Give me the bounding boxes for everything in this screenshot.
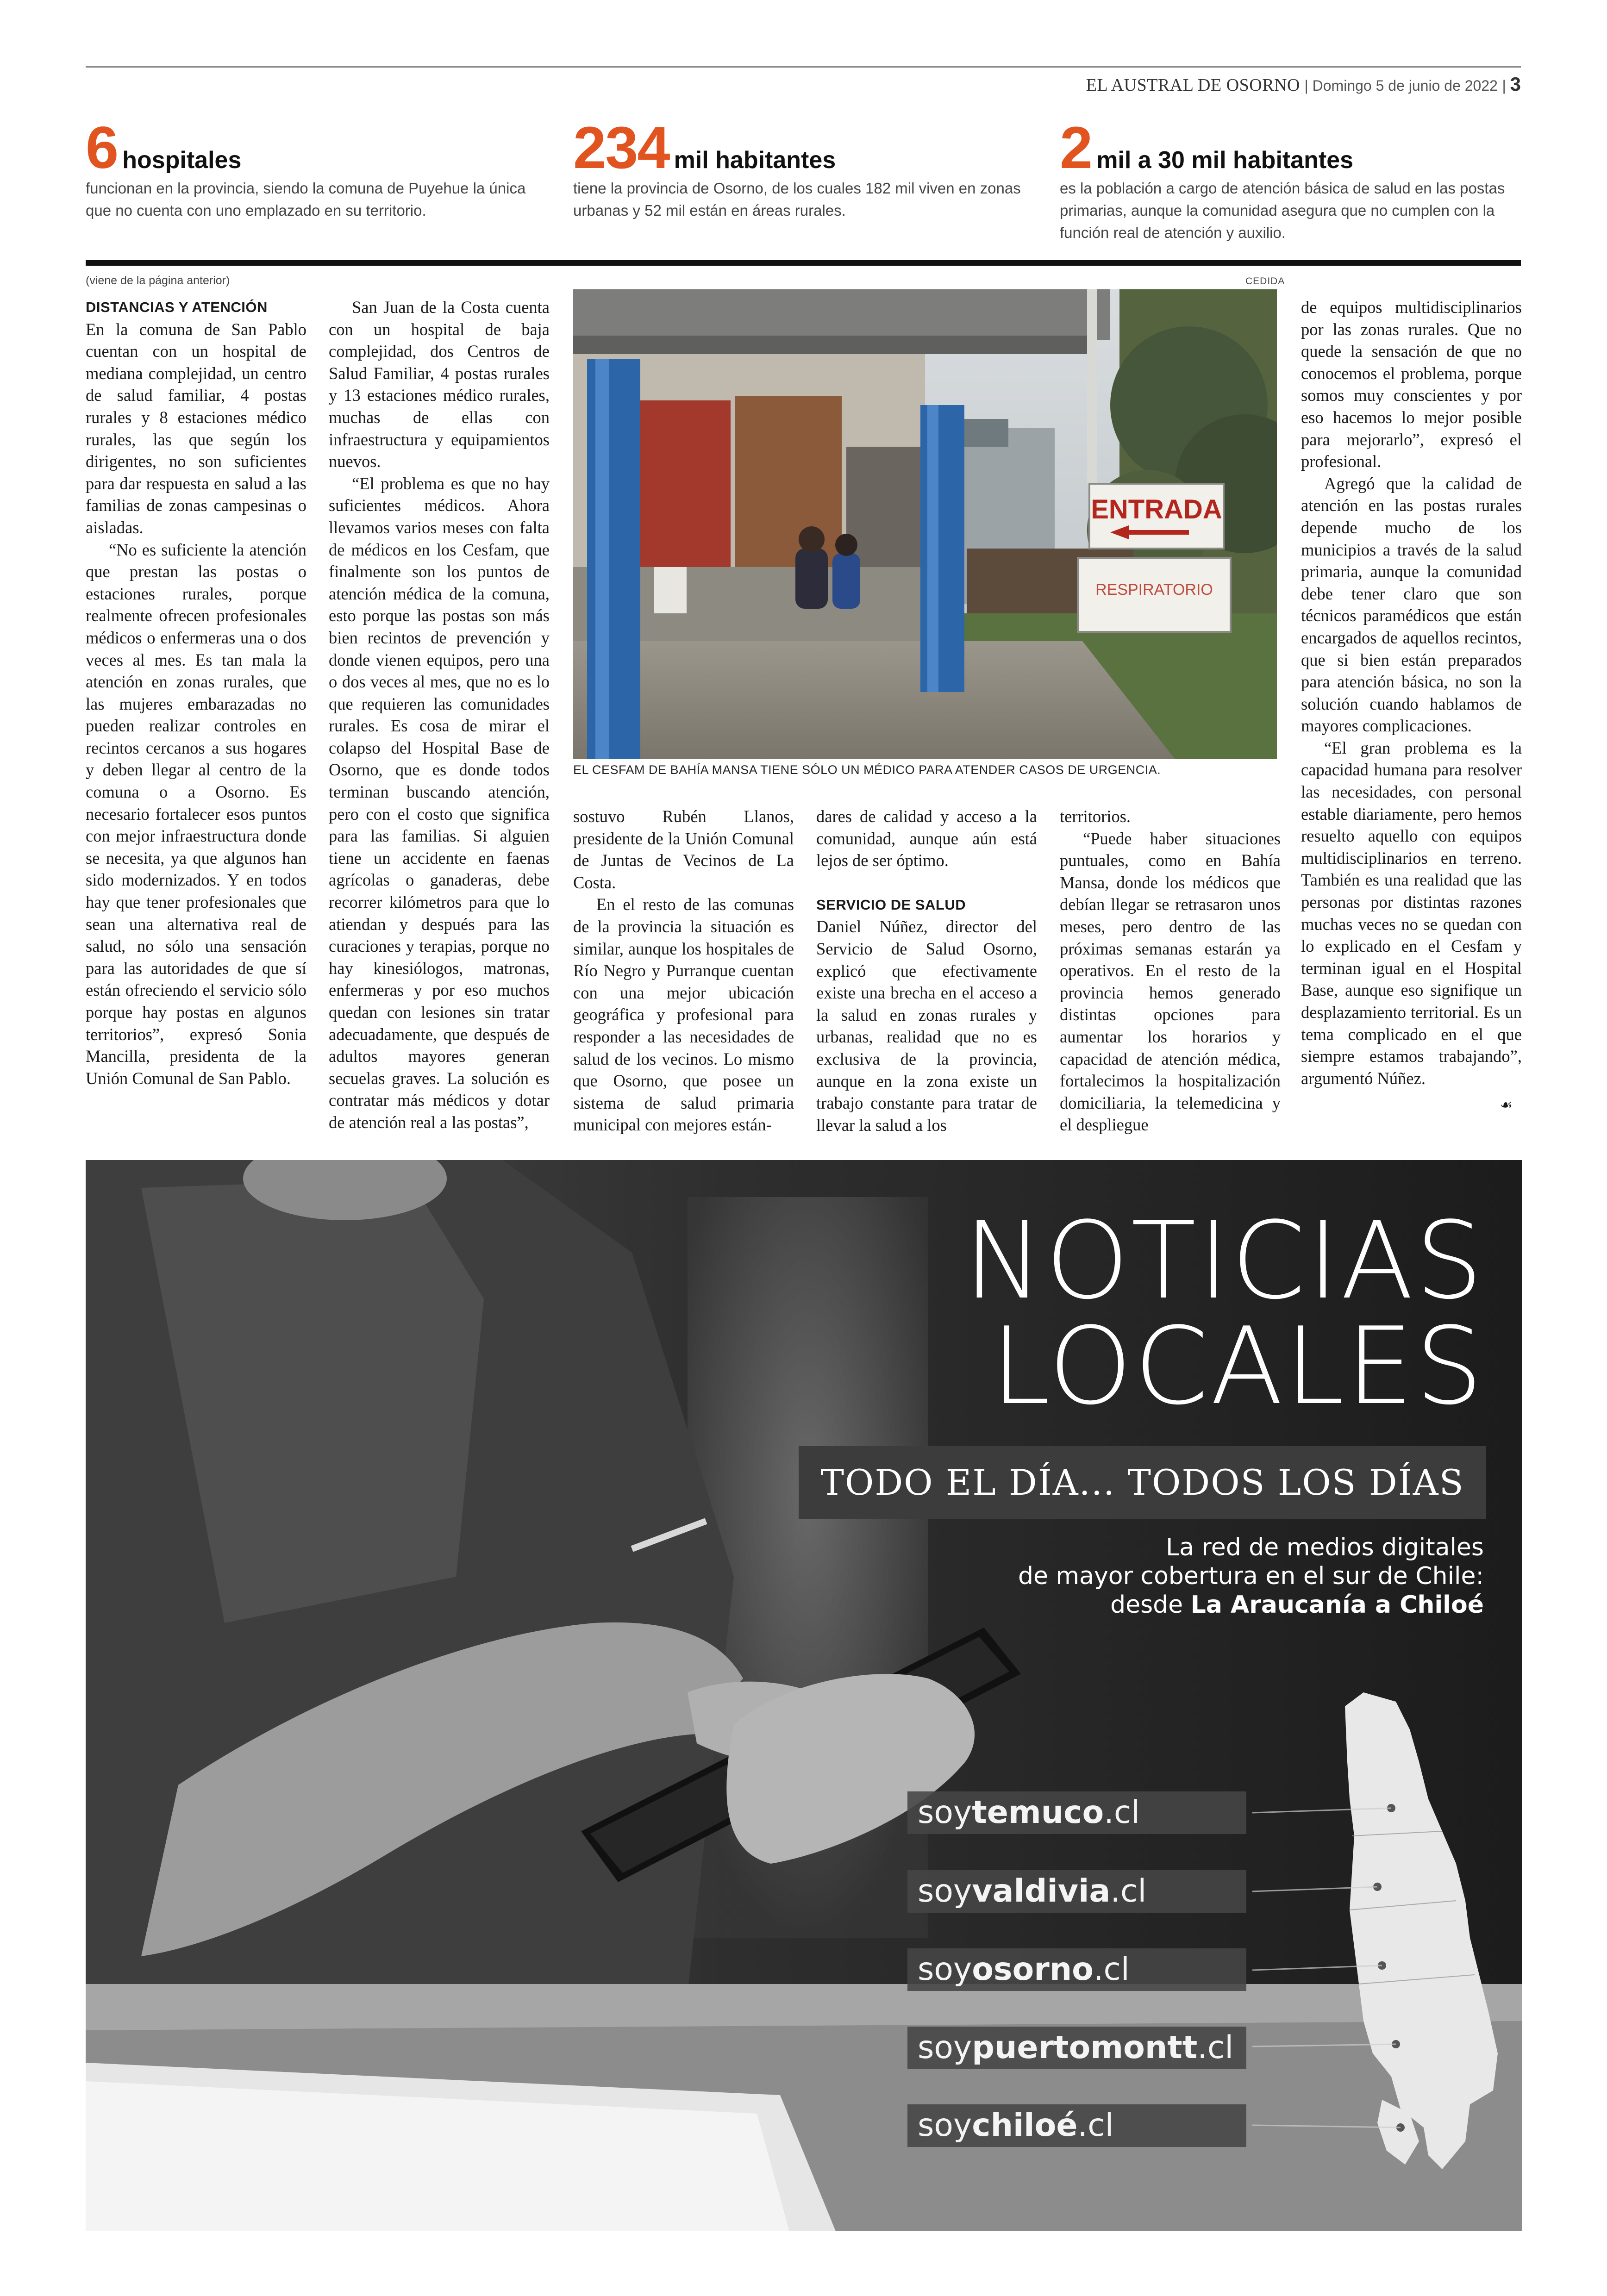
site-suffix: .cl [1093, 1951, 1130, 1988]
stat-label: mil habitantes [674, 147, 836, 174]
site-suffix: .cl [1110, 1873, 1147, 1909]
noticias-locales-ad [86, 1160, 1522, 2231]
site-city: puertomontt [972, 2029, 1198, 2066]
paragraph: En la comuna de San Pablo cuentan con un hospital de mediana complejidad, un centro de salud familiar, 4 postas rurales y 8 estaciones médico rurales, las que según los dirigentes, no son suficientes para dar respuesta en salud a las familias de zonas campesinas o aisladas. [86, 319, 306, 537]
paragraph: “No es suficiente la atención que prestan las postas o estaciones rurales, porque realmente ofrecen profesionales médicos o enfermeras una o dos veces al mes. Es tan mala la atención en zonas rurales, que las mujeres embarazadas no pueden realizar controles en recintos cercanos a sus hogares y deben llegar al centro de la comuna o a Osorno. Es necesario fortalecer esos puntos con mejor infraestructura donde se necesita, ya que algunos han sido modernizados. Y en todos hay que tener profesionales que sean una alternativa real de salud, no sólo una sensación para las autoridades de que sí están ofreciendo el servicio sólo porque hay postas en algunos territorios”, expresó Sonia Mancilla, presidenta de la Unión Comunal de San Pablo. [86, 540, 306, 1088]
ad-subtitle-line: de mayor cobertura en el sur de Chile: [1018, 1562, 1484, 1590]
paragraph: En el resto de las comunas de la provincia la situación es similar, aunque los hospitales de Río Negro y Purranque cuentan con una mejor ubicación geográfica y profesional para responder a las necesidades de salud de los vecinos. Lo mismo que Osorno, que posee un sistema de salud primaria municipal con mejores están- [573, 895, 794, 1135]
stat-label: mil a 30 mil habitantes [1096, 147, 1354, 174]
cesfam-photo [573, 289, 1277, 759]
stat-description: tiene la provincia de Osorno, de los cuales 182 mil viven en zonas urbanas y 52 mil están en áreas rurales. [573, 180, 1021, 219]
site-prefix: soy [918, 1794, 972, 1831]
issue-date: Domingo 5 de junio de 2022 [1312, 77, 1498, 94]
stat-coverage [1060, 115, 1513, 244]
stat-number: 6 [86, 115, 118, 181]
sign-respiratorio: RESPIRATORIO [1095, 581, 1213, 599]
site-city: valdivia [972, 1873, 1111, 1909]
ad-title [963, 1199, 1485, 1429]
paragraph: Agregó que la calidad de atención en las postas rurales depende mucho de los municipios a través de la salud primaria, aunque la comunidad debe tener claro que son técnicos paramédicos que están encargados de aquellos recintos, que si bien están preparados para atención básica, no son la solución cuando hablamos de mayores complicaciones. [1301, 474, 1522, 736]
page-number: 3 [1510, 73, 1521, 95]
paragraph: San Juan de la Costa cuenta con un hospital de baja complejidad, dos Centros de Salud Familiar, 4 postas rurales y 13 estaciones médico rurales, muchas de ellas con infraestructura y equipamientos nuevos. [329, 298, 550, 471]
site-prefix: soy [918, 1873, 972, 1909]
ad-title-line-2: LOCALES [991, 1305, 1485, 1429]
site-soychiloe[interactable] [907, 2104, 1246, 2147]
site-soytemuco[interactable] [907, 1791, 1246, 1834]
site-soyosorno[interactable] [907, 1948, 1246, 1991]
subhead-distancias: DISTANCIAS Y ATENCIÓN [86, 299, 268, 315]
ad-subtitle-line: desde [1110, 1591, 1191, 1619]
sign-entrada: ENTRADA [1091, 494, 1222, 524]
site-soypuertomontt[interactable] [907, 2027, 1246, 2069]
publication-name: EL AUSTRAL DE OSORNO [1086, 75, 1300, 95]
ad-banner: TODO EL DÍA... TODOS LOS DÍAS [799, 1446, 1486, 1519]
paragraph: de equipos multidisciplinarios por las zonas rurales. Que no quede la sensación de que no conocemos el problema, porque somos muy conscientes y por eso hacemos lo mejor posible para mejorarlo”, expresó el profesional. [1301, 298, 1522, 471]
site-suffix: .cl [1077, 2107, 1114, 2144]
article-column-1 [86, 296, 306, 1089]
stat-hospitals [86, 115, 539, 222]
site-prefix: soy [918, 2107, 972, 2144]
paragraph: “El gran problema es la capacidad humana para resolver las necesidades, con personal estable diariamente, pero hemos resuelto aquello con equipos multidisciplinarios en terreno. También es una realidad que las personas por distintas razones muchas veces no se quedan con lo explicado en el Cesfam y terminan igual en el Hospital Base, aunque eso signifique un desplazamiento territorial. Es un tema complicado en el que siempre estamos trabajando”, argumentó Núñez. [1301, 738, 1522, 1088]
paragraph: “Puede haber situaciones puntuales, como en Bahía Mansa, donde los médicos que debían llegar se retrasaron unos meses, pero dentro de las próximas semanas estarán ya operativos. En el resto de la provincia hemos generado distintas opciones para aumentar los horarios y capacidad de atención médica, fortalecimos la hospitalización domiciliaria, la telemedicina y el despliegue [1060, 829, 1281, 1135]
article-column-6 [1301, 296, 1522, 1089]
stat-number: 234 [573, 115, 669, 181]
site-prefix: soy [918, 1951, 972, 1988]
site-suffix: .cl [1104, 1794, 1140, 1831]
article-column-4 [816, 805, 1037, 1136]
ad-subtitle-line: La red de medios digitales [1166, 1534, 1484, 1561]
photo-credit: CEDIDA [1245, 276, 1285, 287]
paragraph: Daniel Núñez, director del Servicio de Salud Osorno, explicó que efectivamente existe una brecha en el acceso a la salud en zonas rurales y urbanas, realidad que no es exclusiva de la provincia, aunque en la zona existe un trabajo constante para tratar de llevar la salud a los [816, 917, 1037, 1135]
site-city: osorno [972, 1951, 1094, 1988]
subhead-servicio: SERVICIO DE SALUD [816, 896, 966, 913]
ad-subtitle-highlight: La Araucanía a Chiloé [1190, 1591, 1484, 1619]
photo-caption: EL CESFAM DE BAHÍA MANSA TIENE SÓLO UN MÉDICO PARA ATENDER CASOS DE URGENCIA. [573, 763, 1161, 777]
site-city: chiloé [972, 2107, 1078, 2144]
paragraph: territorios. [1060, 807, 1131, 826]
top-rule [86, 66, 1521, 68]
site-soyvaldivia[interactable] [907, 1870, 1246, 1913]
masthead: EL AUSTRAL DE OSORNO | Domingo 5 de junio de 2022 | 3 [1086, 73, 1521, 95]
stat-population [573, 115, 1027, 222]
stat-description: funcionan en la provincia, siendo la comuna de Puyehue la única que no cuenta con uno emplazado en su territorio. [86, 180, 526, 219]
article-column-3 [573, 805, 794, 1136]
ad-subtitle [1018, 1533, 1484, 1619]
paragraph: sostuvo Rubén Llanos, presidente de la Unión Comunal de Juntas de Vecinos de La Costa. [573, 807, 794, 892]
article-column-5 [1060, 805, 1281, 1136]
end-mark-icon: ☙ [1500, 1097, 1513, 1113]
article-column-2 [329, 296, 550, 1134]
continued-note: (viene de la página anterior) [86, 274, 230, 287]
paragraph: dares de calidad y acceso a la comunidad, aunque aún está lejos de ser óptimo. [816, 807, 1037, 870]
section-rule [86, 260, 1521, 266]
stat-number: 2 [1060, 115, 1092, 181]
ad-title-line-1: NOTICIAS [963, 1199, 1485, 1323]
paragraph: “El problema es que no hay suficientes médicos. Ahora llevamos varios meses con falta de médicos en los Cesfam, que finalmente son los puntos de atención médica de la comuna, esto porque las postas son más bien recintos de prevención y donde vienen equipos, pero una o dos veces al mes, que no es lo que requieren las comunidades rurales. Es cosa de mirar el colapso del Hospital Base de Osorno, que es donde todos terminan buscando atención, pero con el costo que significa para las familias. Si alguien tiene un accidente en faenas agrícolas o ganaderas, debe recorrer kilómetros para que lo atiendan y después para las curaciones y terapias, porque no hay kinesiólogos, matronas, enfermeras y por eso muchos quedan con lesiones sin tratar adecuadamente, que después de adultos mayores generan secuelas graves. La solución es contratar más médicos y dotar de atención real a las postas”, [329, 474, 550, 1132]
site-city: temuco [972, 1794, 1104, 1831]
site-prefix: soy [918, 2029, 972, 2066]
stat-label: hospitales [122, 147, 242, 174]
site-suffix: .cl [1197, 2029, 1234, 2066]
stat-description: es la población a cargo de atención básica de salud en las postas primarias, aunque la comunidad asegura que no cumplen con la función real de atención y auxilio. [1060, 180, 1505, 241]
